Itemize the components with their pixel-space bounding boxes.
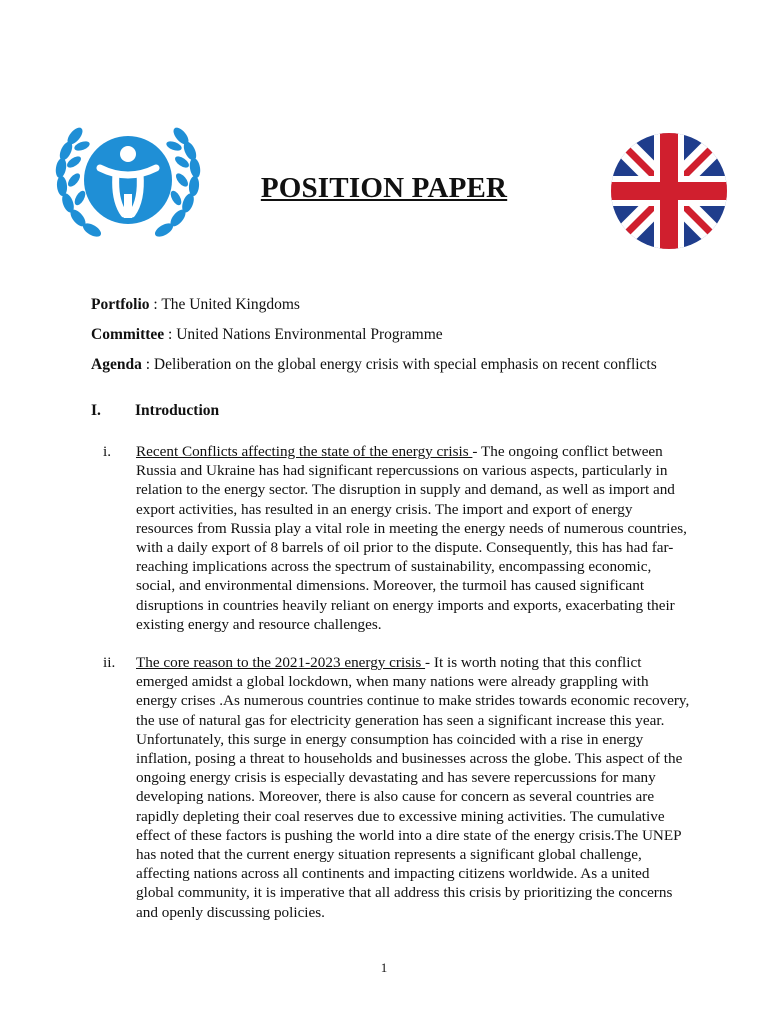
portfolio-value: : The United Kingdoms [149, 296, 300, 313]
portfolio-label: Portfolio [91, 296, 150, 313]
committee-value: : United Nations Environmental Programme [164, 326, 443, 343]
item-heading: Recent Conflicts affecting the state of the energy crisis [136, 443, 473, 460]
item-heading: The core reason to the 2021-2023 energy crisis [136, 654, 426, 671]
agenda-value: : Deliberation on the global energy crisis with special emphasis on recent conflicts [141, 356, 657, 373]
item-numeral: ii. [103, 654, 116, 671]
list-item [91, 442, 691, 634]
item-text: - It is worth noting that this conflict emerged amidst a global lockdown, when many nations were already grappling with energy crises .As numerous countries continue to make strides towards economic recovery, the use of natural gas for electricity generation has seen a significant increase this year. Unfortunately, this surge in energy consumption has coincided with a rise in energy inflation, posing a threat to households and businesses across the globe. This aspect of the ongoing energy crisis is especially devastating and has severe repercussions for many developing nations. Moreover, there is also cause for concern as several countries are rapidly depleting their coal reserves due to excessive mining activities. The cumulative effect of these factors is pushing the world into a dire state of the energy crisis.The UNEP has noted that the current energy situation represents a significant global challenge, affecting nations across all continents and impacting citizens worldwide. As a united global community, it is imperative that all address this crisis by prioritizing the concerns and openly discussing policies. [136, 654, 690, 921]
section-heading [91, 402, 219, 420]
section-title: Introduction [135, 402, 220, 419]
committee-line [91, 326, 443, 344]
page-number: 1 [380, 960, 388, 975]
section-number: I. [91, 402, 101, 419]
agenda-label: Agenda [91, 356, 142, 373]
list-item [91, 653, 691, 922]
item-numeral: i. [103, 443, 112, 460]
portfolio-line [91, 296, 300, 314]
item-text: - The ongoing conflict between Russia and Ukraine has had significant repercussions on various aspects, particularly in relation to the energy sector. The disruption in supply and demand, as well as import and export activities, has resulted in an energy crisis. The import and export of energy resources from Russia play a vital role in meeting the energy needs of numerous countries, with a daily export of 8 barrels of oil prior to the dispute. Consequently, this has had far-reaching implications across the spectrum of sustainability, encompassing economic, social, and environmental dimensions. Moreover, the turmoil has caused significant disruptions in countries heavily reliant on energy imports and exports, exacerbating their existing energy and resource challenges. [136, 443, 687, 633]
agenda-line [91, 356, 657, 374]
committee-label: Committee [91, 326, 165, 343]
page-title: POSITION PAPER [260, 172, 508, 204]
